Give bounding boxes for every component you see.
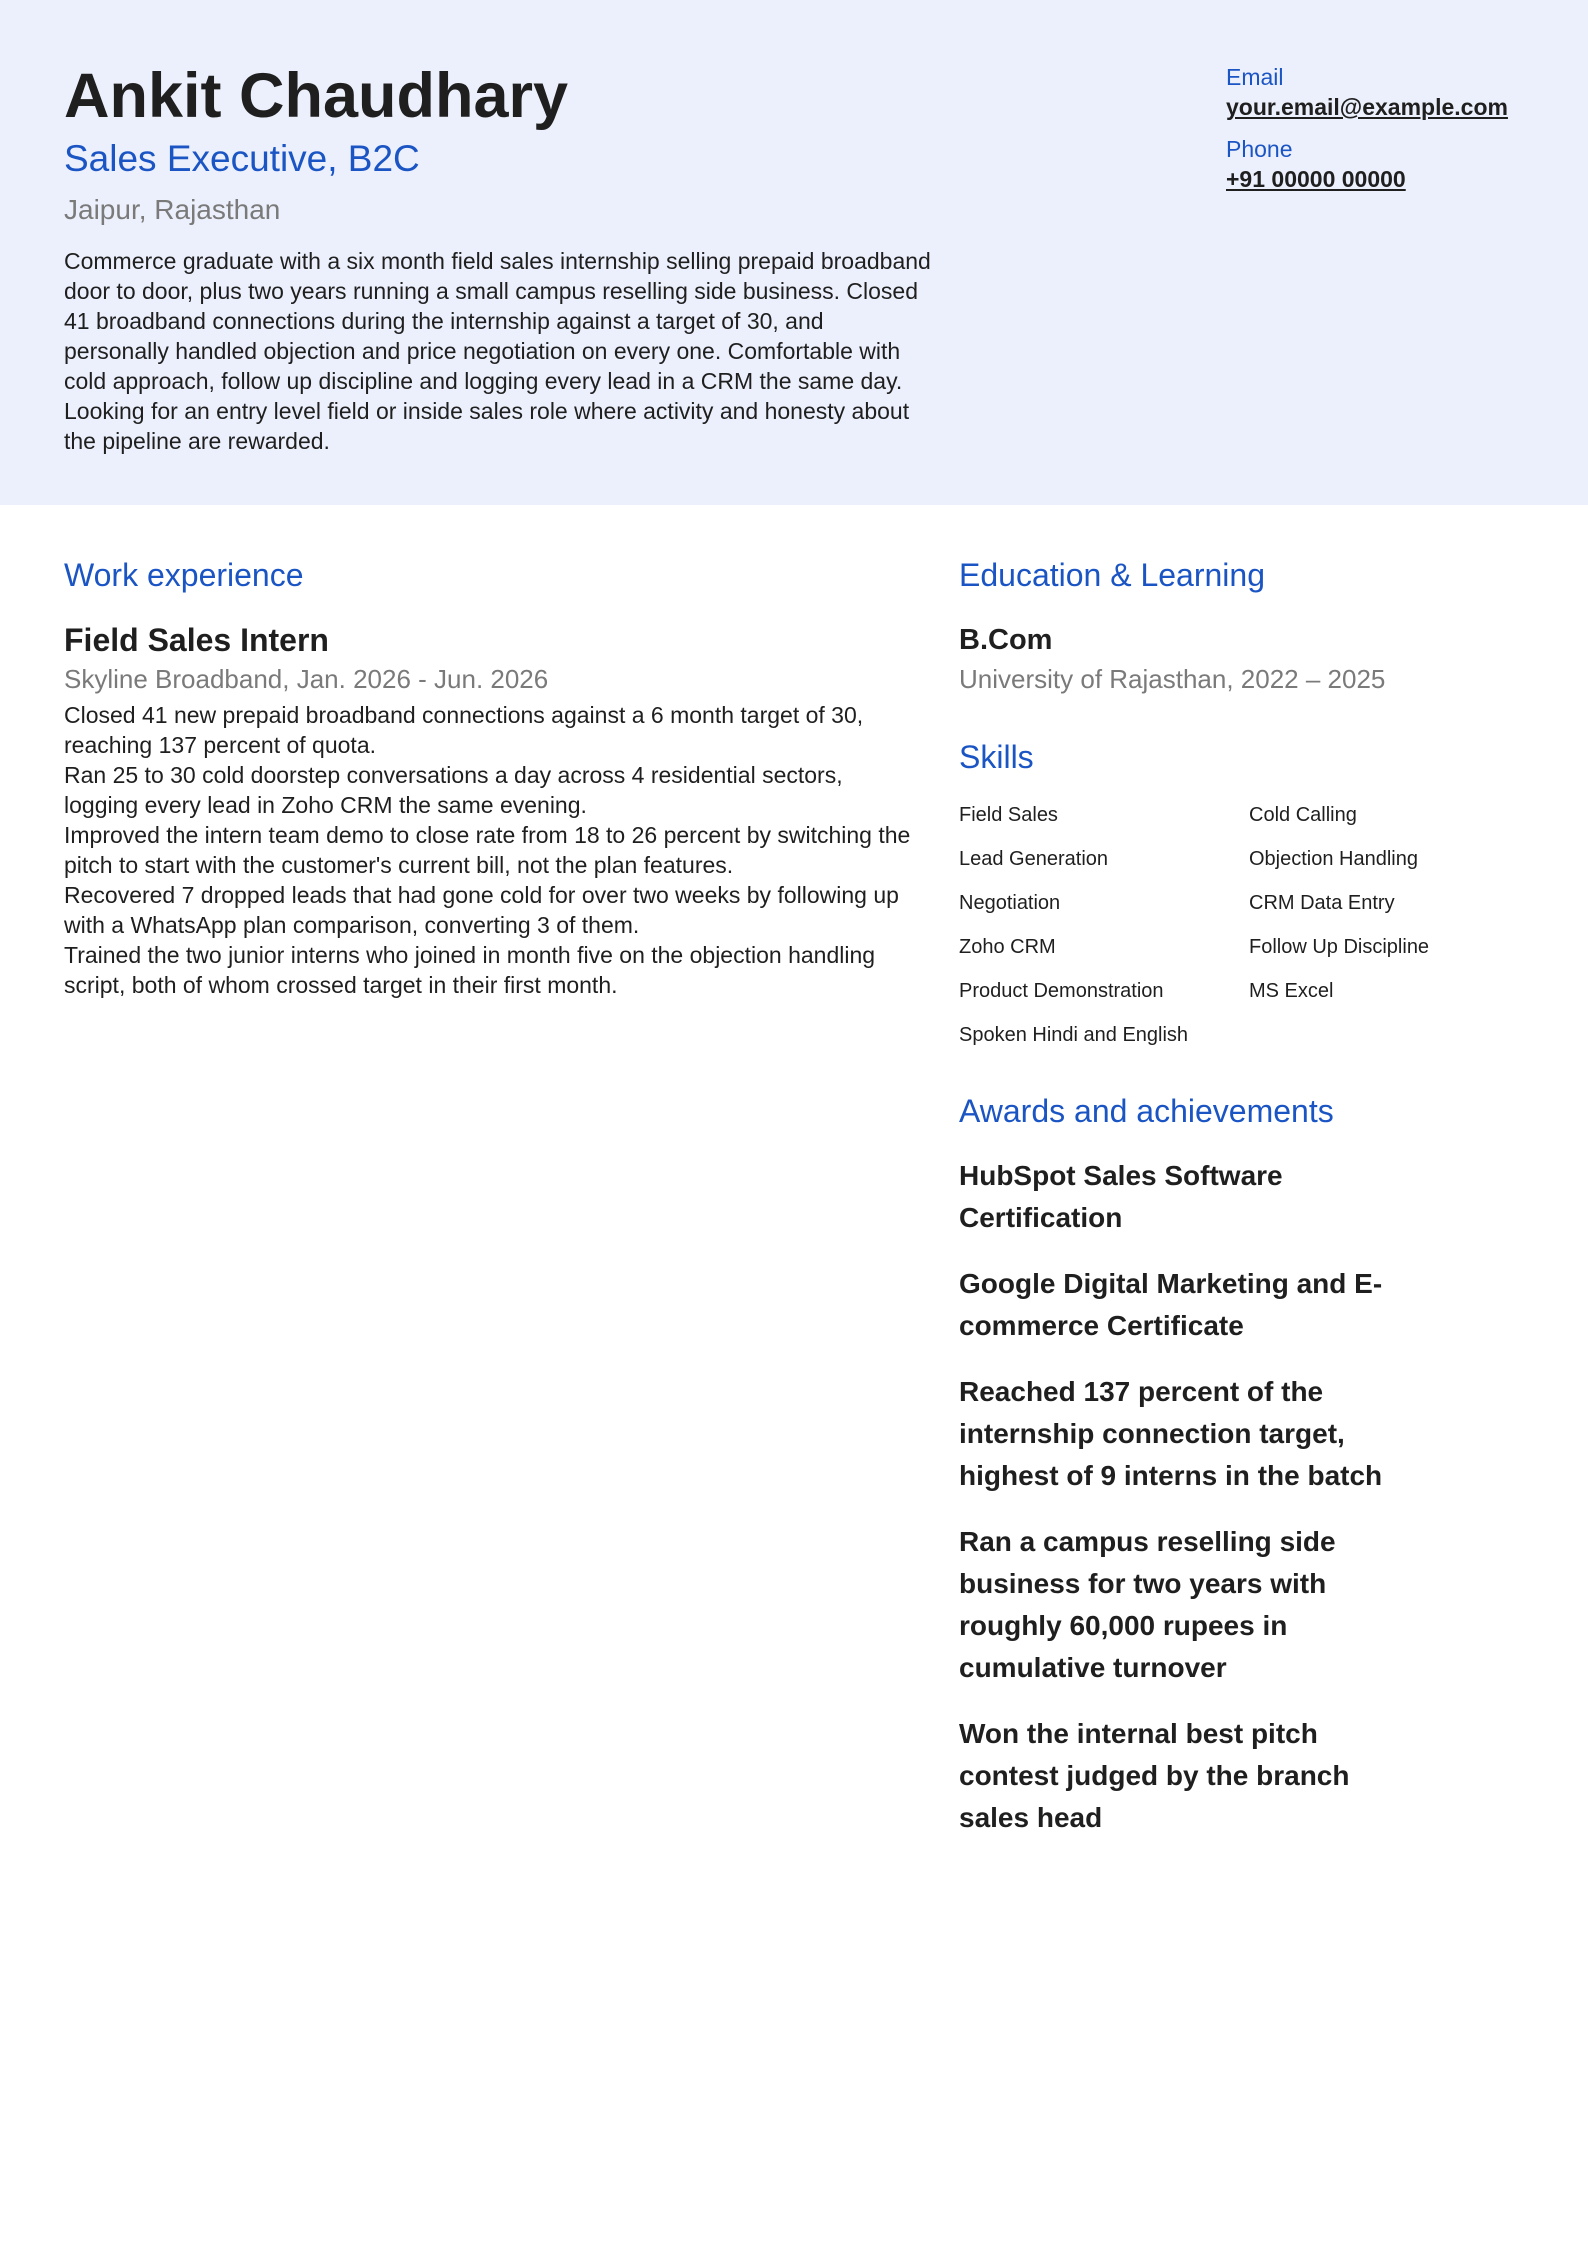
- list-item: Improved the intern team demo to close rate from 18 to 26 percent by switching the pitch to start with the customer's current bill, not the plan features.: [64, 822, 911, 878]
- award-item: Reached 137 percent of the internship connection target, highest of 9 interns in the batch: [959, 1376, 1383, 1491]
- job-title: Field Sales Intern: [64, 622, 329, 658]
- skill-item: Zoho CRM: [959, 936, 1056, 958]
- phone-label: Phone: [1226, 136, 1293, 162]
- job-company-dates: Skyline Broadband, Jan. 2026 - Jun. 2026: [64, 664, 549, 694]
- award-item: Ran a campus reselling side business for two years with roughly 60,000 rupees in cumulative turnover: [959, 1526, 1336, 1683]
- job-role: Sales Executive, B2C: [64, 138, 420, 179]
- school-and-years: University of Rajasthan, 2022 – 2025: [959, 664, 1386, 694]
- awards-section: [959, 1155, 1559, 1863]
- list-item: Closed 41 new prepaid broadband connections against a 6 month target of 30, reaching 137 percent of quota.: [64, 702, 864, 758]
- phone-link[interactable]: +91 00000 00000: [1226, 166, 1406, 192]
- email-label: Email: [1226, 64, 1284, 90]
- job-achievements-list: [64, 700, 914, 1000]
- skill-item: Product Demonstration: [959, 980, 1164, 1002]
- contact-block: [1226, 62, 1566, 206]
- skill-item: Objection Handling: [1249, 848, 1418, 870]
- skills-section: [959, 793, 1559, 1057]
- skills-heading: Skills: [959, 739, 1034, 775]
- degree-title: B.Com: [959, 624, 1053, 656]
- skill-item: Spoken Hindi and English: [959, 1024, 1189, 1046]
- award-item: Won the internal best pitch contest judged by the branch sales head: [959, 1718, 1350, 1833]
- award-item: HubSpot Sales Software Certification: [959, 1160, 1283, 1233]
- list-item: Ran 25 to 30 cold doorstep conversations a day across 4 residential sectors, logging every lead in Zoho CRM the same evening.: [64, 762, 843, 818]
- skill-item: Lead Generation: [959, 848, 1109, 870]
- location: Jaipur, Rajasthan: [64, 194, 281, 225]
- skill-item: CRM Data Entry: [1249, 892, 1395, 914]
- list-item: Trained the two junior interns who joined in month five on the objection handling script, both of whom crossed target in their first month.: [64, 942, 876, 998]
- skill-item: Field Sales: [959, 804, 1058, 826]
- skill-item: Follow Up Discipline: [1249, 936, 1430, 958]
- header-banner: [0, 0, 1588, 505]
- skill-item: Negotiation: [959, 892, 1061, 914]
- award-item: Google Digital Marketing and E-commerce Certificate: [959, 1268, 1383, 1341]
- work-experience-heading: Work experience: [64, 557, 304, 593]
- candidate-name: Ankit Chaudhary: [64, 61, 569, 131]
- profile-summary: Commerce graduate with a six month field sales internship selling prepaid broadband door to door, plus two years running a small campus reselling side business. Closed 41 broadband connections during the internship against a target of 30, and personally handled objection and price negotiation on every one. Comfortable with cold approach, follow up discipline and logging every lead in a CRM the same day. Looking for an entry level field or inside sales role where activity and honesty about the pipeline are rewarded.: [64, 248, 931, 454]
- job-entry: [64, 620, 914, 1000]
- skills-grid: [959, 793, 1559, 1057]
- skill-item: Cold Calling: [1249, 804, 1357, 826]
- skill-item: MS Excel: [1249, 980, 1334, 1002]
- awards-heading: Awards and achievements: [959, 1093, 1334, 1129]
- work-experience-section: [64, 620, 914, 1000]
- list-item: Recovered 7 dropped leads that had gone cold for over two weeks by following up with a WhatsApp plan comparison, converting 3 of them.: [64, 882, 899, 938]
- education-section: [959, 622, 1559, 696]
- education-heading: Education & Learning: [959, 557, 1265, 593]
- email-link[interactable]: your.email@example.com: [1226, 94, 1508, 120]
